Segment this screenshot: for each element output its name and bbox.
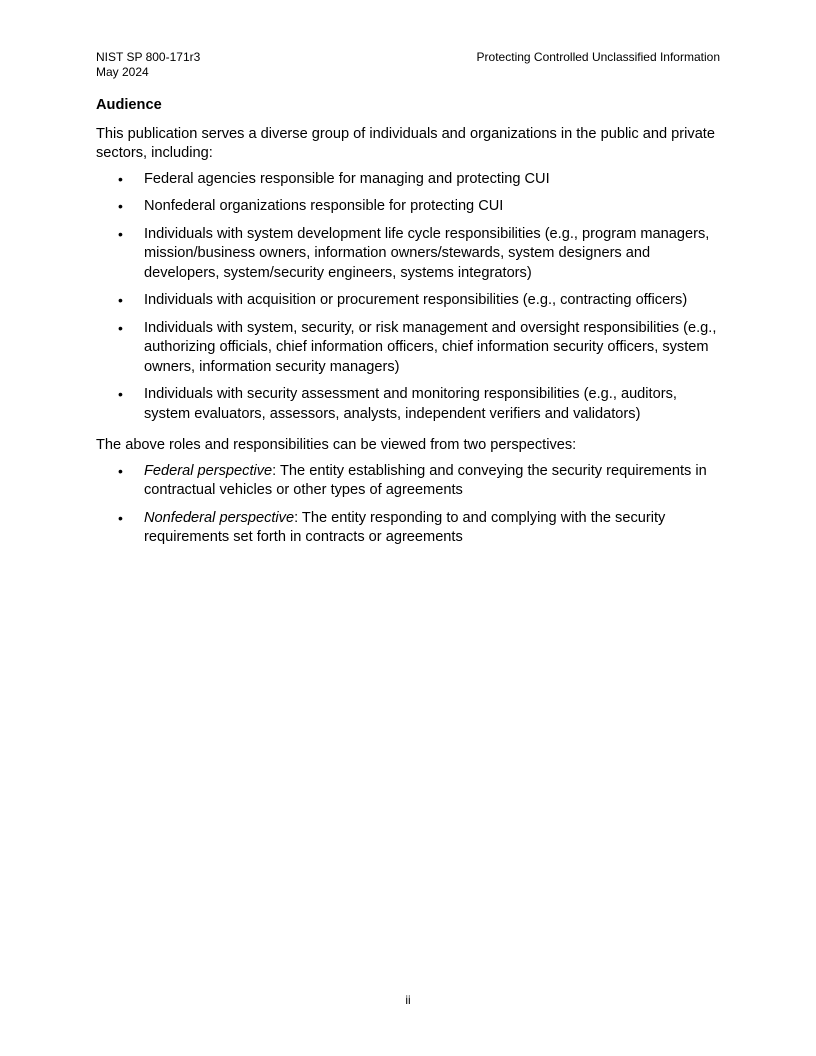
list-item-text: Individuals with security assessment and monitoring responsibilities (e.g., auditors, system evaluators, assessors, analysts, independent verifiers and validators) xyxy=(144,386,677,422)
perspective-text: : The entity responding to and complying with the security requirements set forth in contracts or agreements xyxy=(144,509,666,545)
list-item-text: Individuals with acquisition or procurement responsibilities (e.g., contracting officers) xyxy=(144,292,688,308)
perspectives-intro: The above roles and responsibilities can be viewed from two perspectives: xyxy=(96,437,577,453)
bullet-icon: • xyxy=(118,170,123,187)
list-item xyxy=(96,462,722,501)
list-item-text: Nonfederal organizations responsible for protecting CUI xyxy=(144,198,504,214)
list-item xyxy=(96,225,722,284)
perspective-term: Federal perspective xyxy=(144,462,273,479)
bullet-icon: • xyxy=(118,292,123,308)
bullet-icon: • xyxy=(118,462,123,479)
bullet-icon: • xyxy=(118,319,123,336)
bullet-icon: • xyxy=(118,198,123,214)
list-item-text: Individuals with system, security, or risk management and oversight responsibilities (e.g., authorizing officials, chief information officers, chief information security officers, system owners, information security managers) xyxy=(144,319,717,375)
doc-date: May 2024 xyxy=(96,65,149,79)
doc-id: NIST SP 800-171r3 xyxy=(96,50,201,64)
list-item xyxy=(96,319,722,378)
list-item xyxy=(96,291,722,311)
perspective-text: : The entity establishing and conveying the security requirements in contractual vehicles or other types of agreements xyxy=(144,462,707,498)
list-item-text: Federal agencies responsible for managing and protecting CUI xyxy=(144,170,550,187)
section-heading: Audience xyxy=(96,97,162,113)
list-item-text: Individuals with system development life cycle responsibilities (e.g., program managers, mission/business owners, information owners/stewards, system designers and developers, system/security engineers, systems integrators) xyxy=(144,225,710,281)
perspectives-list xyxy=(96,462,722,548)
doc-title: Protecting Controlled Unclassified Information xyxy=(476,50,720,64)
list-item xyxy=(96,170,722,190)
perspective-term: Nonfederal perspective xyxy=(144,509,295,526)
page-content xyxy=(96,96,722,560)
header-left xyxy=(96,50,200,80)
audience-list xyxy=(96,170,722,425)
intro-paragraph: This publication serves a diverse group of individuals and organizations in the public and private sectors, including: xyxy=(96,125,715,161)
list-item xyxy=(96,385,722,424)
bullet-icon: • xyxy=(118,225,123,242)
list-item xyxy=(96,509,722,548)
bullet-icon: • xyxy=(118,509,123,526)
bullet-icon: • xyxy=(118,386,123,402)
list-item xyxy=(96,197,722,217)
page-number: ii xyxy=(405,993,411,1007)
